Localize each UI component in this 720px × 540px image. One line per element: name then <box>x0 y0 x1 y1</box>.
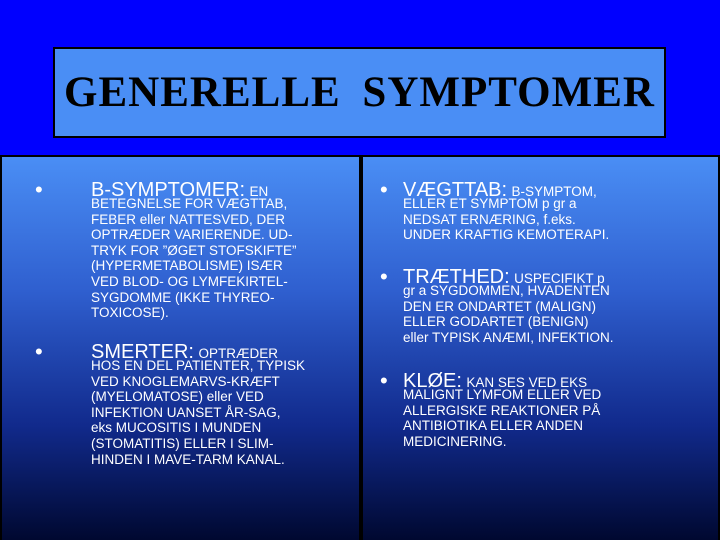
traethed-title: TRÆTHED: <box>403 266 510 288</box>
vaegttab-item <box>363 177 718 243</box>
traethed-body: gr a SYGDOMMEN, HVADENTEN DEN ER ONDARTET (MALIGN) ELLER GODARTET (BENIGN) eller TYPISK ANÆMI, INFEKTION. <box>403 283 614 345</box>
smerter-heading <box>2 339 359 367</box>
vaegttab-body: ELLER ET SYMPTOM p gr a NEDSAT ERNÆRING, f.eks. UNDER KRAFTIG KEMOTERAPI. <box>403 196 610 243</box>
slide-title: GENERELLE SYMPTOMER <box>64 69 655 116</box>
smerter-title-tail: OPTRÆDER <box>198 346 278 361</box>
bullet-icon: • <box>35 177 43 202</box>
b-symptomer-body: BETEGNELSE FOR VÆGTTAB, FEBER eller NATTESVED, DER OPTRÆDER VARIERENDE. UD- TRYK FOR ”ØGET STOFSKIFTE” (HYPERMETABOLISME) ISÆR VED BLOD- OG LYMFEKIRTEL- SYGDOMME (IKKE THYREO- TOXICOSE). <box>91 196 297 321</box>
vaegttab-title-tail: B-SYMPTOM, <box>511 184 597 199</box>
b-symptomer-heading <box>2 177 359 205</box>
b-symptomer-item <box>2 177 359 321</box>
vaegttab-heading <box>363 177 718 205</box>
bullet-icon: • <box>380 264 388 289</box>
smerter-item <box>2 339 359 467</box>
bullet-icon: • <box>380 368 388 393</box>
bullet-icon: • <box>380 177 388 202</box>
left-panel <box>0 155 361 540</box>
kloee-body: MALIGNT LYMFOM ELLER VED ALLERGISKE REAKTIONER PÅ ANTIBIOTIKA ELLER ANDEN MEDICINERING. <box>403 387 602 449</box>
traethed-title-tail: USPECIFIKT p <box>514 271 605 286</box>
title-box <box>53 47 666 138</box>
traethed-heading <box>363 264 718 292</box>
right-panel <box>361 155 720 540</box>
bullet-icon: • <box>35 339 43 364</box>
kloee-heading <box>363 368 718 396</box>
smerter-body: HOS EN DEL PATIENTER, TYPISK VED KNOGLEMARVS-KRÆFT (MYELOMATOSE) eller VED INFEKTION UANSET ÅR-SAG, eks MUCOSITIS I MUNDEN (STOMATITIS) ELLER I SLIM- HINDEN I MAVE-TARM KANAL. <box>91 358 306 467</box>
kloee-title: KLØE: <box>403 370 462 392</box>
b-symptomer-title-tail: EN <box>249 184 269 199</box>
kloee-item <box>363 368 718 449</box>
b-symptomer-title: B-SYMPTOMER: <box>91 179 246 201</box>
kloee-title-tail: KAN SES VED EKS <box>466 375 588 390</box>
traethed-item <box>363 264 718 345</box>
vaegttab-title: VÆGTTAB: <box>403 179 508 201</box>
smerter-title: SMERTER: <box>91 341 194 363</box>
